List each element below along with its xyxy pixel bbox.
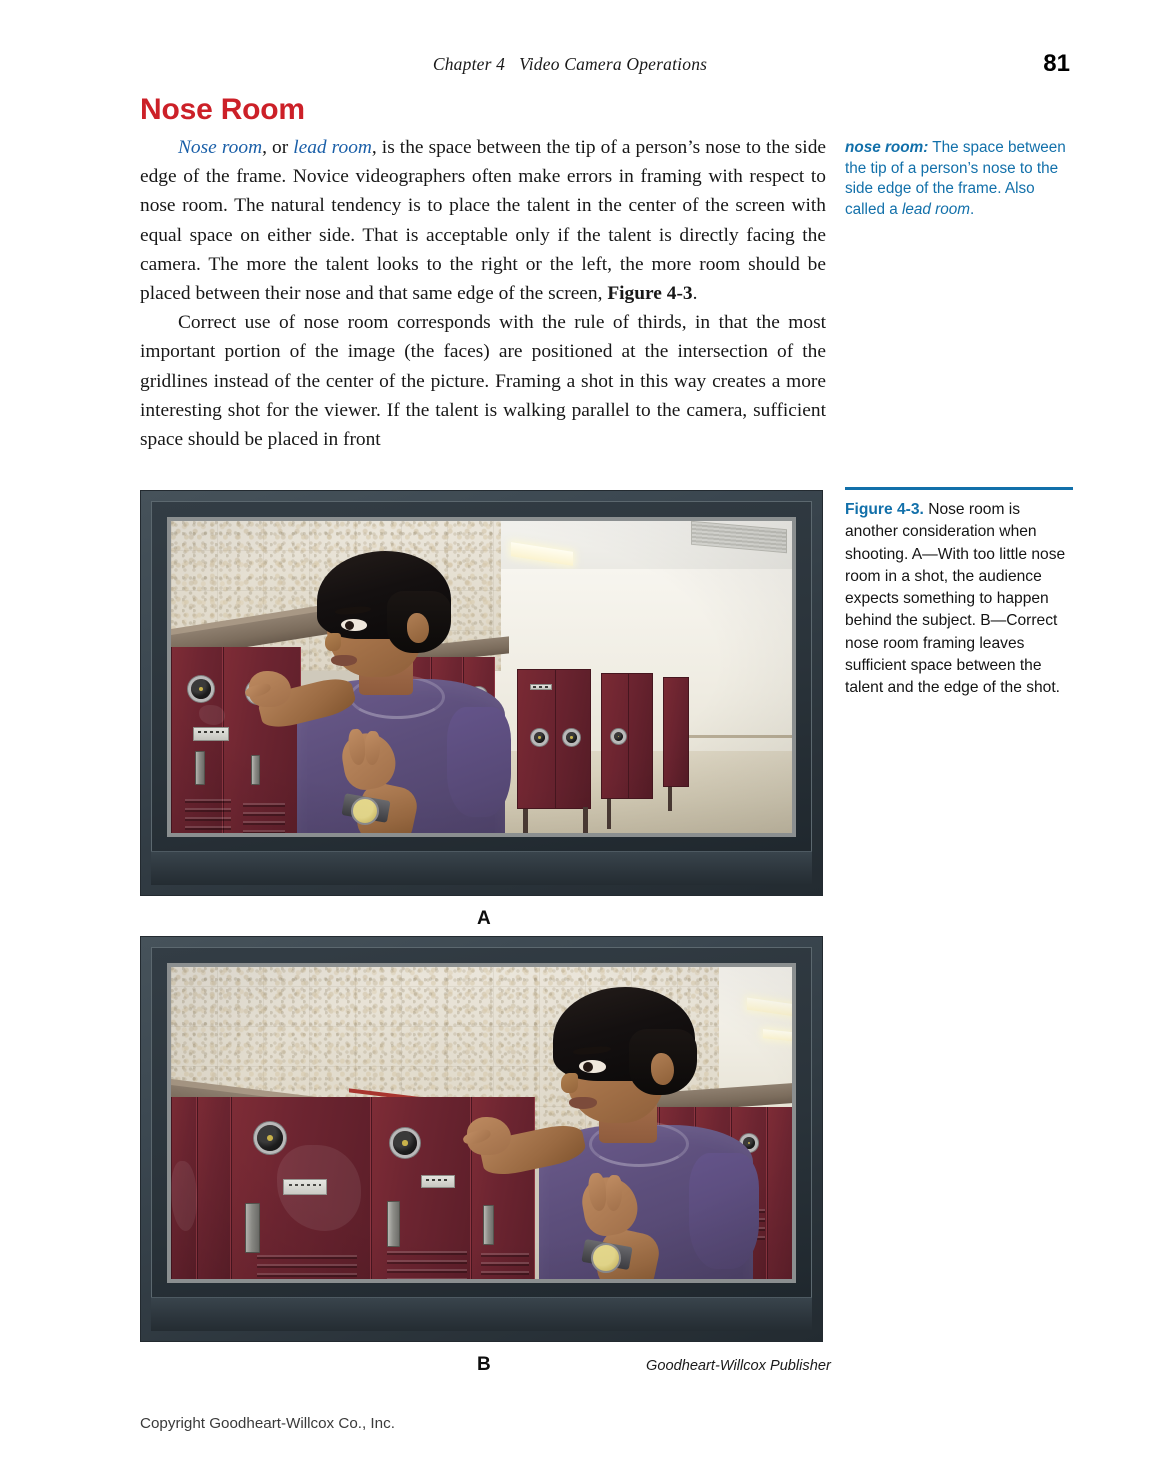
figure-caption-label: Figure 4-3. (845, 501, 924, 518)
locker-number-plate (530, 684, 552, 690)
locker-latch (387, 1201, 400, 1247)
figure-b-photo (171, 967, 792, 1279)
term-nose-room: Nose room (178, 137, 263, 158)
locker-door (197, 1097, 231, 1279)
locker-number-plate (193, 727, 229, 741)
figure-b-scene (171, 967, 792, 1279)
paragraph-1-tail: . (692, 283, 698, 305)
figure-caption-text: Nose room is another consideration when shooting. A—With too little nose room in a shot, the audience expects something to happen behind the subject. B—Correct nose room framing leaves sufficient space between the talent and the edge of the shot. (845, 501, 1066, 697)
subject-lips (331, 655, 357, 666)
glossary-term: nose room: (845, 139, 929, 156)
combination-dial-icon (534, 732, 545, 743)
subject-watch-face (591, 1243, 621, 1273)
subject-watch-face (351, 797, 379, 825)
glossary-definition-after: . (970, 200, 975, 218)
subject-ear (407, 613, 429, 643)
running-head (140, 50, 1070, 82)
subject-pupil (583, 1062, 593, 1072)
figure-caption-rule (845, 487, 1073, 490)
paragraph-1 (140, 133, 826, 308)
figure-b-monitor-base (151, 1297, 812, 1331)
figure-caption (845, 487, 1073, 700)
running-head-chapter: Chapter 4 (432, 54, 506, 74)
locker-leg (583, 807, 588, 833)
locker-leg (607, 799, 611, 829)
subject-lips (569, 1097, 597, 1109)
figure-a-subject (231, 539, 531, 833)
running-head-title (140, 54, 1000, 75)
glossary-definition (845, 138, 1071, 220)
copyright-footer: Copyright Goodheart-Willcox Co., Inc. (140, 1415, 395, 1432)
locker-number-plate (421, 1175, 455, 1188)
paragraph-2: Correct use of nose room corresponds with the rule of thirds, in that the most important portion of the image (the faces) are positioned at the intersection of the gridlines instead of the center of the picture. Framing a shot in this way creates a more interesting shot for the viewer. If the talent is walking parallel to the camera, sufficient space should be placed in front (140, 312, 826, 451)
figure-a-screen-mat (167, 517, 796, 837)
subject-sleeve (447, 707, 511, 817)
freestanding-locker-3 (663, 677, 689, 787)
locker-louvers (387, 1251, 467, 1279)
figure-b-subject (493, 973, 792, 1279)
combination-dial-icon (566, 732, 577, 743)
figure-reference: Figure 4-3 (607, 283, 693, 305)
combination-dial-icon (191, 679, 211, 699)
locker-leg (668, 787, 672, 811)
locker-scuff (171, 1161, 197, 1231)
floor-baseline (676, 735, 792, 738)
locker-louvers (257, 1255, 357, 1279)
figure-b-screen-mat (167, 963, 796, 1283)
body-column (140, 133, 826, 454)
locker-scuff (199, 705, 225, 725)
glossary-italic-term: lead room (901, 200, 971, 218)
locker-latch (245, 1203, 260, 1253)
page-title: Nose Room (140, 93, 305, 126)
page-number: 81 (1043, 50, 1070, 77)
combination-dial-icon (257, 1125, 283, 1151)
subject-nose (561, 1073, 578, 1093)
photo-credit: Goodheart-Willcox Publisher (646, 1358, 831, 1374)
locker-latch (195, 751, 205, 785)
paragraph-1-rest: , is the space between the tip of a person’s nose to the side edge of the frame. Novice videographers often make errors in framing with respect to nose room. The natural tendency is to place the talent in the center of the screen with equal space on either side. That is acceptable only if the talent is directly facing the camera. The more the talent looks to the right or the left, the more room should be placed between their nose and that same edge of the screen, (140, 137, 826, 305)
freestanding-locker-2 (601, 673, 653, 799)
figure-a-photo (171, 521, 792, 833)
subject-nose (325, 633, 341, 651)
panel-a-label: A (477, 908, 491, 929)
figure-a-monitor (141, 491, 822, 895)
figure-a-monitor-base (151, 851, 812, 885)
running-head-chapter-title: Video Camera Operations (519, 54, 708, 74)
panel-b-label: B (477, 1354, 491, 1375)
combination-dial-icon (614, 732, 623, 741)
subject-pupil (345, 621, 354, 630)
paragraph-1-mid: , or (262, 137, 294, 158)
subject-sleeve (689, 1153, 759, 1269)
glossary-definition-before: The space between the tip of a person’s nose to the side edge of the frame. Also called a (845, 139, 1066, 218)
subject-ear (651, 1053, 674, 1085)
figure-b-monitor (141, 937, 822, 1341)
figure-a-scene (171, 521, 792, 833)
locker-louvers (185, 799, 231, 833)
term-lead-room: lead room (293, 137, 372, 158)
combination-dial-icon (393, 1131, 417, 1155)
